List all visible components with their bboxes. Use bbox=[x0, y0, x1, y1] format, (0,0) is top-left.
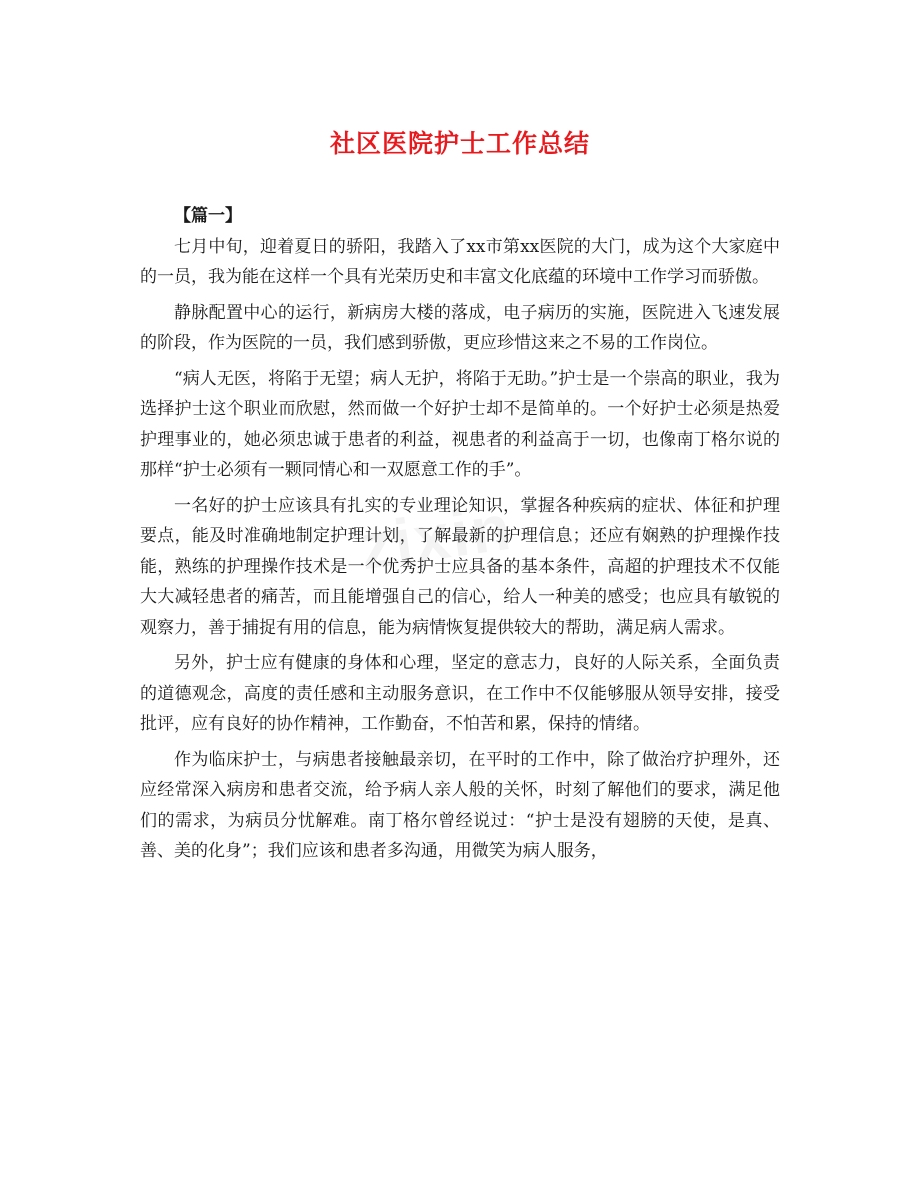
document-title: 社区医院护士工作总结 bbox=[329, 129, 590, 158]
watermark: zixin bbox=[355, 490, 517, 584]
section-label: 【篇一】 bbox=[174, 206, 242, 226]
paragraph-3: “病人无医，将陷于无望；病人无护，将陷于无助。”护士是一个崇高的职业，我为选择护士这个职业而欣慰，然而做一个好护士却不是简单的。一个好护士必须是热爱护理事业的，她必须忠诚于患者的利益，视患者的利益高于一切，也像南丁格尔说的那样“护士必须有一颗同情心和一双愿意工作的手”。 bbox=[140, 368, 780, 480]
paragraph-2: 静脉配置中心的运行，新病房大楼的落成，电子病历的实施，医院进入飞速发展的阶段，作为医院的一员，我们感到骄傲，更应珍惜这来之不易的工作岗位。 bbox=[140, 302, 780, 353]
paragraph-5: 另外，护士应有健康的身体和心理，坚定的意志力，良好的人际关系，全面负责的道德观念，高度的责任感和主动服务意识，在工作中不仅能够服从领导安排，接受批评，应有良好的协作精神，工作勤奋，不怕苦和累，保持的情绪。 bbox=[140, 653, 780, 734]
paragraph-6: 作为临床护士，与病患者接触最亲切，在平时的工作中，除了做治疗护理外，还应经常深入病房和患者交流，给予病人亲人般的关怀，时刻了解他们的要求，满足他们的需求，为病员分忧解难。南丁格尔曾经说过：“护士是没有翅膀的天使，是真、善、美的化身”；我们应该和患者多沟通，用微笑为病人服务， bbox=[140, 749, 780, 861]
document-body bbox=[140, 201, 780, 872]
paragraph-1: 七月中旬，迎着夏日的骄阳，我踏入了xx市第xx医院的大门，成为这个大家庭中的一员，我为能在这样一个具有光荣历史和丰富文化底蕴的环境中工作学习而骄傲。 bbox=[140, 236, 780, 287]
paragraph-4: 一名好的护士应该具有扎实的专业理论知识，掌握各种疾病的症状、体征和护理要点，能及时准确地制定护理计划，了解最新的护理信息；还应有娴熟的护理操作技能，熟练的护理操作技术是一个优秀护士应具备的基本条件，高超的护理技术不仅能大大减轻患者的痛苦，而且能增强自己的信心，给人一种美的感受；也应具有敏锐的观察力，善于捕捉有用的信息，能为病情恢复提供较大的帮助，满足病人需求。 bbox=[140, 495, 780, 638]
